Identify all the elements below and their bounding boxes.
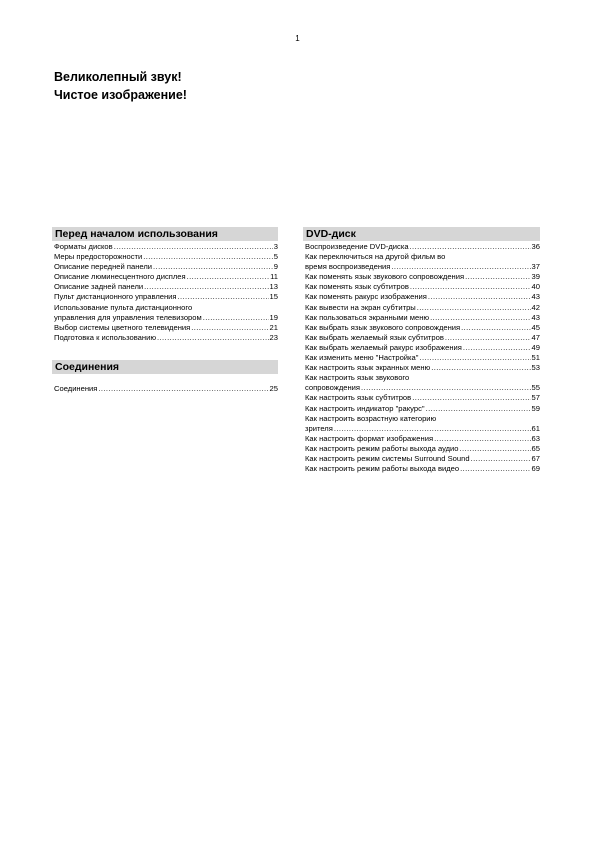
toc-entry[interactable]: [303, 393, 540, 403]
toc-right-column: [303, 227, 540, 491]
entry-label: Описание люминесцентного дисплея: [54, 272, 186, 282]
entry-page-number: 55: [531, 383, 540, 393]
toc-entry[interactable]: [303, 454, 540, 464]
entry-line: [305, 242, 540, 252]
toc-entry[interactable]: [303, 353, 540, 363]
entry-line: [305, 333, 540, 343]
entry-line: [305, 404, 540, 414]
page-number: 1: [295, 34, 300, 43]
entry-line: [54, 292, 278, 302]
entry-line: [305, 343, 540, 353]
entry-label: Как поменять ракурс изображения: [305, 292, 427, 302]
entry-line: [54, 262, 278, 272]
entry-label: Как выбрать язык звукового сопровождения: [305, 322, 461, 332]
entry-page-number: 42: [531, 302, 540, 312]
toc-entry[interactable]: [52, 282, 278, 292]
toc-entry[interactable]: [52, 303, 278, 323]
entry-line: [54, 333, 278, 343]
entry-line: [54, 323, 278, 333]
entry-line: [305, 252, 540, 262]
entry-label: сопровождения: [305, 383, 361, 393]
headline-line: Великолепный звук!: [54, 70, 182, 84]
entry-page-number: 39: [531, 272, 540, 282]
toc-entry[interactable]: [303, 242, 540, 252]
entry-line: [54, 252, 278, 262]
entry-page-number: 67: [531, 453, 540, 463]
toc-entry[interactable]: [303, 343, 540, 353]
entry-page-number: 51: [531, 353, 540, 363]
entry-page-number: 3: [273, 242, 278, 251]
entry-line: [305, 434, 540, 444]
toc-entry[interactable]: [303, 323, 540, 333]
entry-page-number: 43: [531, 292, 540, 302]
dot-leader: [445, 333, 531, 343]
entry-line: [305, 444, 540, 454]
entry-page-number: 36: [531, 242, 540, 251]
entry-label: Как изменить меню "Настройка": [305, 353, 419, 363]
entry-list: [52, 375, 278, 394]
entry-label: Воспроизведение DVD-диска: [305, 242, 409, 251]
entry-label: Как настроить режим работы выхода аудио: [305, 443, 459, 453]
entry-line: [305, 383, 540, 393]
entry-label: Как выбрать желаемый язык субтитров: [305, 332, 444, 342]
entry-page-number: 11: [270, 272, 278, 282]
toc-entry[interactable]: [303, 252, 540, 272]
entry-page-number: 63: [531, 433, 540, 443]
entry-label: Как настроить индикатор "ракурс": [305, 403, 425, 413]
headline-line: Чистое изображение!: [54, 88, 187, 102]
entry-list: [52, 242, 278, 343]
toc-entry[interactable]: [303, 292, 540, 302]
entry-label: Как настроить язык экранных меню: [305, 363, 431, 373]
entry-line: [305, 464, 540, 474]
entry-label: Как поменять язык звукового сопровождения: [305, 272, 465, 282]
dot-leader: [465, 272, 530, 282]
toc-section: [52, 360, 278, 394]
dot-leader: [460, 444, 531, 454]
toc-entry[interactable]: [52, 252, 278, 262]
entry-label: Как настроить режим работы выхода видео: [305, 464, 460, 474]
toc-entry[interactable]: [52, 384, 278, 394]
dot-leader: [143, 252, 273, 262]
entry-page-number: 13: [269, 282, 278, 292]
dot-leader: [471, 454, 531, 464]
dot-leader: [334, 424, 531, 434]
entry-label: Подготовка к использованию: [54, 332, 157, 342]
section-header: DVD-диск: [303, 227, 540, 241]
entry-line: [305, 454, 540, 464]
dot-leader: [361, 383, 531, 393]
entry-line: [305, 303, 540, 313]
entry-line: [54, 282, 278, 292]
toc-entry[interactable]: [52, 262, 278, 272]
entry-line: [54, 313, 278, 323]
entry-line: [54, 303, 278, 313]
entry-page-number: 59: [531, 403, 540, 413]
entry-page-number: 19: [269, 312, 278, 322]
entry-page-number: 37: [531, 262, 540, 272]
dot-leader: [191, 323, 268, 333]
dot-leader: [391, 262, 530, 272]
entry-list: [303, 242, 540, 474]
dot-leader: [157, 333, 269, 343]
entry-line: [305, 313, 540, 323]
entry-label: Меры предосторожности: [54, 252, 143, 262]
toc-entry[interactable]: [52, 333, 278, 343]
toc-entry[interactable]: [303, 363, 540, 373]
dot-leader: [431, 363, 530, 373]
entry-label: Соединения: [54, 383, 98, 393]
dot-leader: [460, 464, 530, 474]
dot-leader: [187, 272, 269, 282]
toc-entry[interactable]: [303, 404, 540, 414]
entry-line: [305, 353, 540, 363]
entry-line: [305, 424, 540, 434]
dot-leader: [430, 313, 530, 323]
entry-page-number: 43: [531, 312, 540, 322]
section-header: Соединения: [52, 360, 278, 374]
entry-page-number: 9: [273, 262, 278, 272]
entry-page-number: 45: [531, 322, 540, 332]
dot-leader: [410, 242, 531, 252]
toc-entry[interactable]: [303, 333, 540, 343]
dot-leader: [410, 282, 531, 292]
dot-leader: [434, 434, 530, 444]
entry-line: [54, 242, 278, 252]
entry-page-number: 69: [531, 464, 540, 474]
entry-page-number: 57: [531, 393, 540, 403]
dot-leader: [428, 292, 531, 302]
dot-leader: [419, 353, 530, 363]
toc-entry[interactable]: [303, 464, 540, 474]
entry-label: Как выбрать желаемый ракурс изображения: [305, 342, 462, 352]
dot-leader: [463, 343, 531, 353]
entry-page-number: 15: [269, 292, 278, 302]
entry-line: [305, 373, 540, 383]
toc-entry[interactable]: [303, 272, 540, 282]
toc-entry[interactable]: [303, 444, 540, 454]
entry-label: Как настроить возрастную категорию: [305, 413, 437, 423]
toc-entry[interactable]: [52, 242, 278, 252]
entry-page-number: 5: [273, 252, 278, 262]
toc-entry[interactable]: [52, 292, 278, 302]
entry-label: Как настроить формат изображения: [305, 433, 434, 443]
entry-label: время воспроизведения: [305, 262, 391, 272]
entry-line: [54, 384, 278, 394]
entry-page-number: 47: [531, 332, 540, 342]
entry-page-number: 21: [269, 322, 278, 332]
entry-line: [305, 262, 540, 272]
entry-page-number: 23: [269, 332, 278, 342]
dot-leader: [426, 404, 531, 414]
entry-line: [305, 272, 540, 282]
toc-entry[interactable]: [303, 434, 540, 444]
toc-entry[interactable]: [52, 323, 278, 333]
headline: [54, 68, 187, 104]
entry-line: [305, 282, 540, 292]
entry-page-number: 40: [531, 282, 540, 292]
entry-label: Выбор системы цветного телевидения: [54, 322, 191, 332]
entry-label: Как настроить язык звукового: [305, 373, 410, 383]
toc-entry[interactable]: [303, 373, 540, 393]
entry-label: Пульт дистанционного управления: [54, 292, 177, 302]
toc-entry[interactable]: [303, 303, 540, 313]
entry-line: [54, 272, 278, 282]
dot-leader: [153, 262, 273, 272]
toc-section: [303, 227, 540, 474]
dot-leader: [178, 292, 269, 302]
dot-leader: [203, 313, 269, 323]
toc-entry[interactable]: [303, 414, 540, 434]
entry-page-number: 53: [531, 363, 540, 373]
entry-page-number: 49: [531, 342, 540, 352]
dot-leader: [417, 303, 531, 313]
dot-leader: [412, 393, 530, 403]
entry-page-number: 65: [531, 443, 540, 453]
toc-entry[interactable]: [52, 272, 278, 282]
entry-label: Как пользоваться экранными меню: [305, 312, 430, 322]
entry-label: Как настроить язык субтитров: [305, 393, 412, 403]
entry-label: Как вывести на экран субтитры: [305, 302, 416, 312]
entry-label: Использование пульта дистанционного: [54, 302, 193, 312]
entry-label: Как переключиться на другой фильм во: [305, 252, 446, 262]
entry-label: Как настроить режим системы Surround Sound: [305, 453, 470, 463]
entry-line: [305, 292, 540, 302]
dot-leader: [114, 242, 273, 252]
entry-line: [305, 414, 540, 424]
dot-leader: [98, 384, 268, 394]
entry-label: зрителя: [305, 423, 333, 433]
section-header: Перед началом использования: [52, 227, 278, 241]
entry-label: Описание задней панели: [54, 282, 144, 292]
entry-line: [305, 363, 540, 373]
toc-entry[interactable]: [303, 313, 540, 323]
entry-page-number: 25: [269, 383, 278, 393]
entry-line: [305, 393, 540, 403]
dot-leader: [144, 282, 268, 292]
toc-left-column: [52, 227, 278, 411]
dot-leader: [461, 323, 530, 333]
entry-page-number: 61: [531, 423, 540, 433]
entry-label: Описание передней панели: [54, 262, 153, 272]
entry-line: [305, 323, 540, 333]
entry-label: управления для управления телевизором: [54, 312, 202, 322]
toc-entry[interactable]: [303, 282, 540, 292]
entry-label: Как поменять язык субтитров: [305, 282, 409, 292]
entry-label: Форматы дисков: [54, 242, 113, 251]
toc-section: [52, 227, 278, 343]
